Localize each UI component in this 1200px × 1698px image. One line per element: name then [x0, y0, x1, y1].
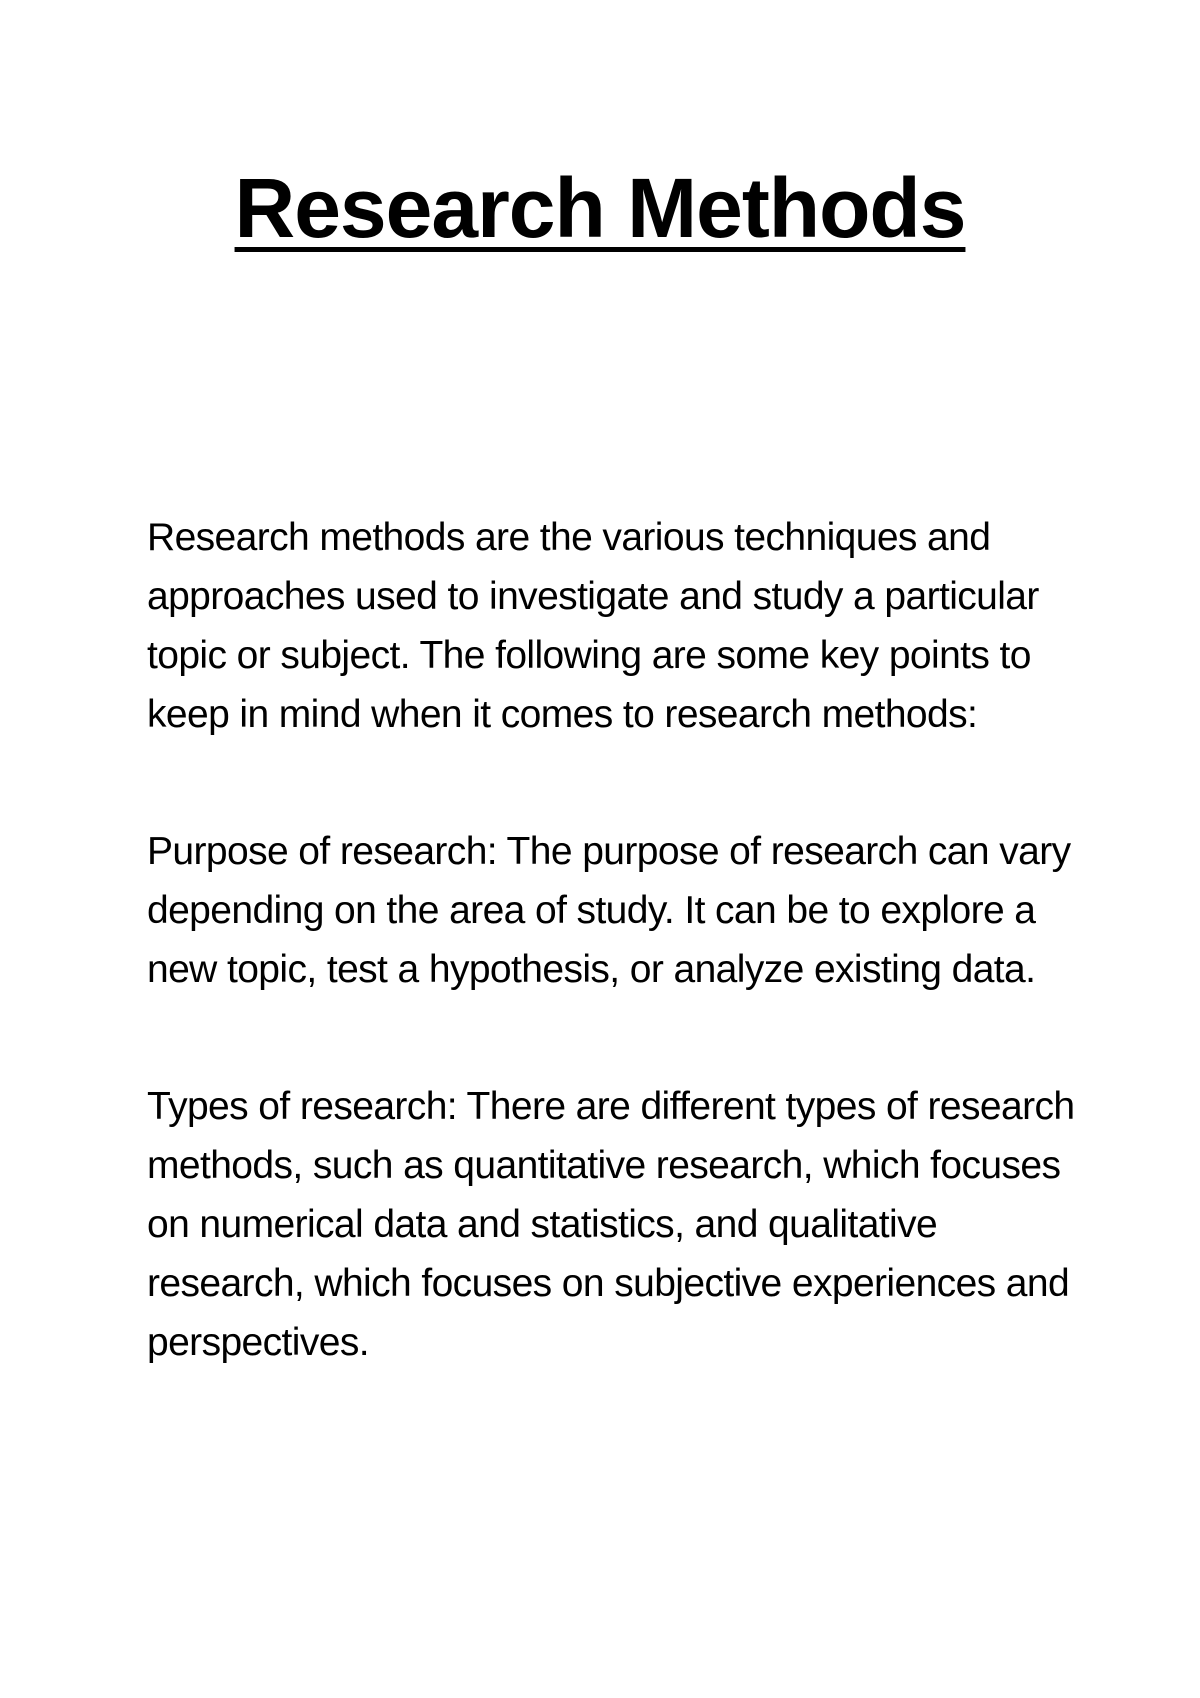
intro-paragraph: Research methods are the various techniques and approaches used to investigate and study a particular topic or subject. The following are some key points to keep in mind when it comes to research methods: — [147, 516, 1039, 736]
page-title-text: Research Methods — [234, 161, 966, 255]
page-title — [0, 158, 1200, 258]
purpose-paragraph: Purpose of research: The purpose of research can vary depending on the area of study. It can be to explore a new topic, test a hypothesis, or analyze existing data. — [147, 830, 1071, 991]
types-paragraph: Types of research: There are different types of research methods, such as quantitative research, which focuses on numerical data and statistics, and qualitative research, which focuses on subjective experiences and perspectives. — [147, 1085, 1075, 1364]
document-body — [147, 508, 1087, 1372]
